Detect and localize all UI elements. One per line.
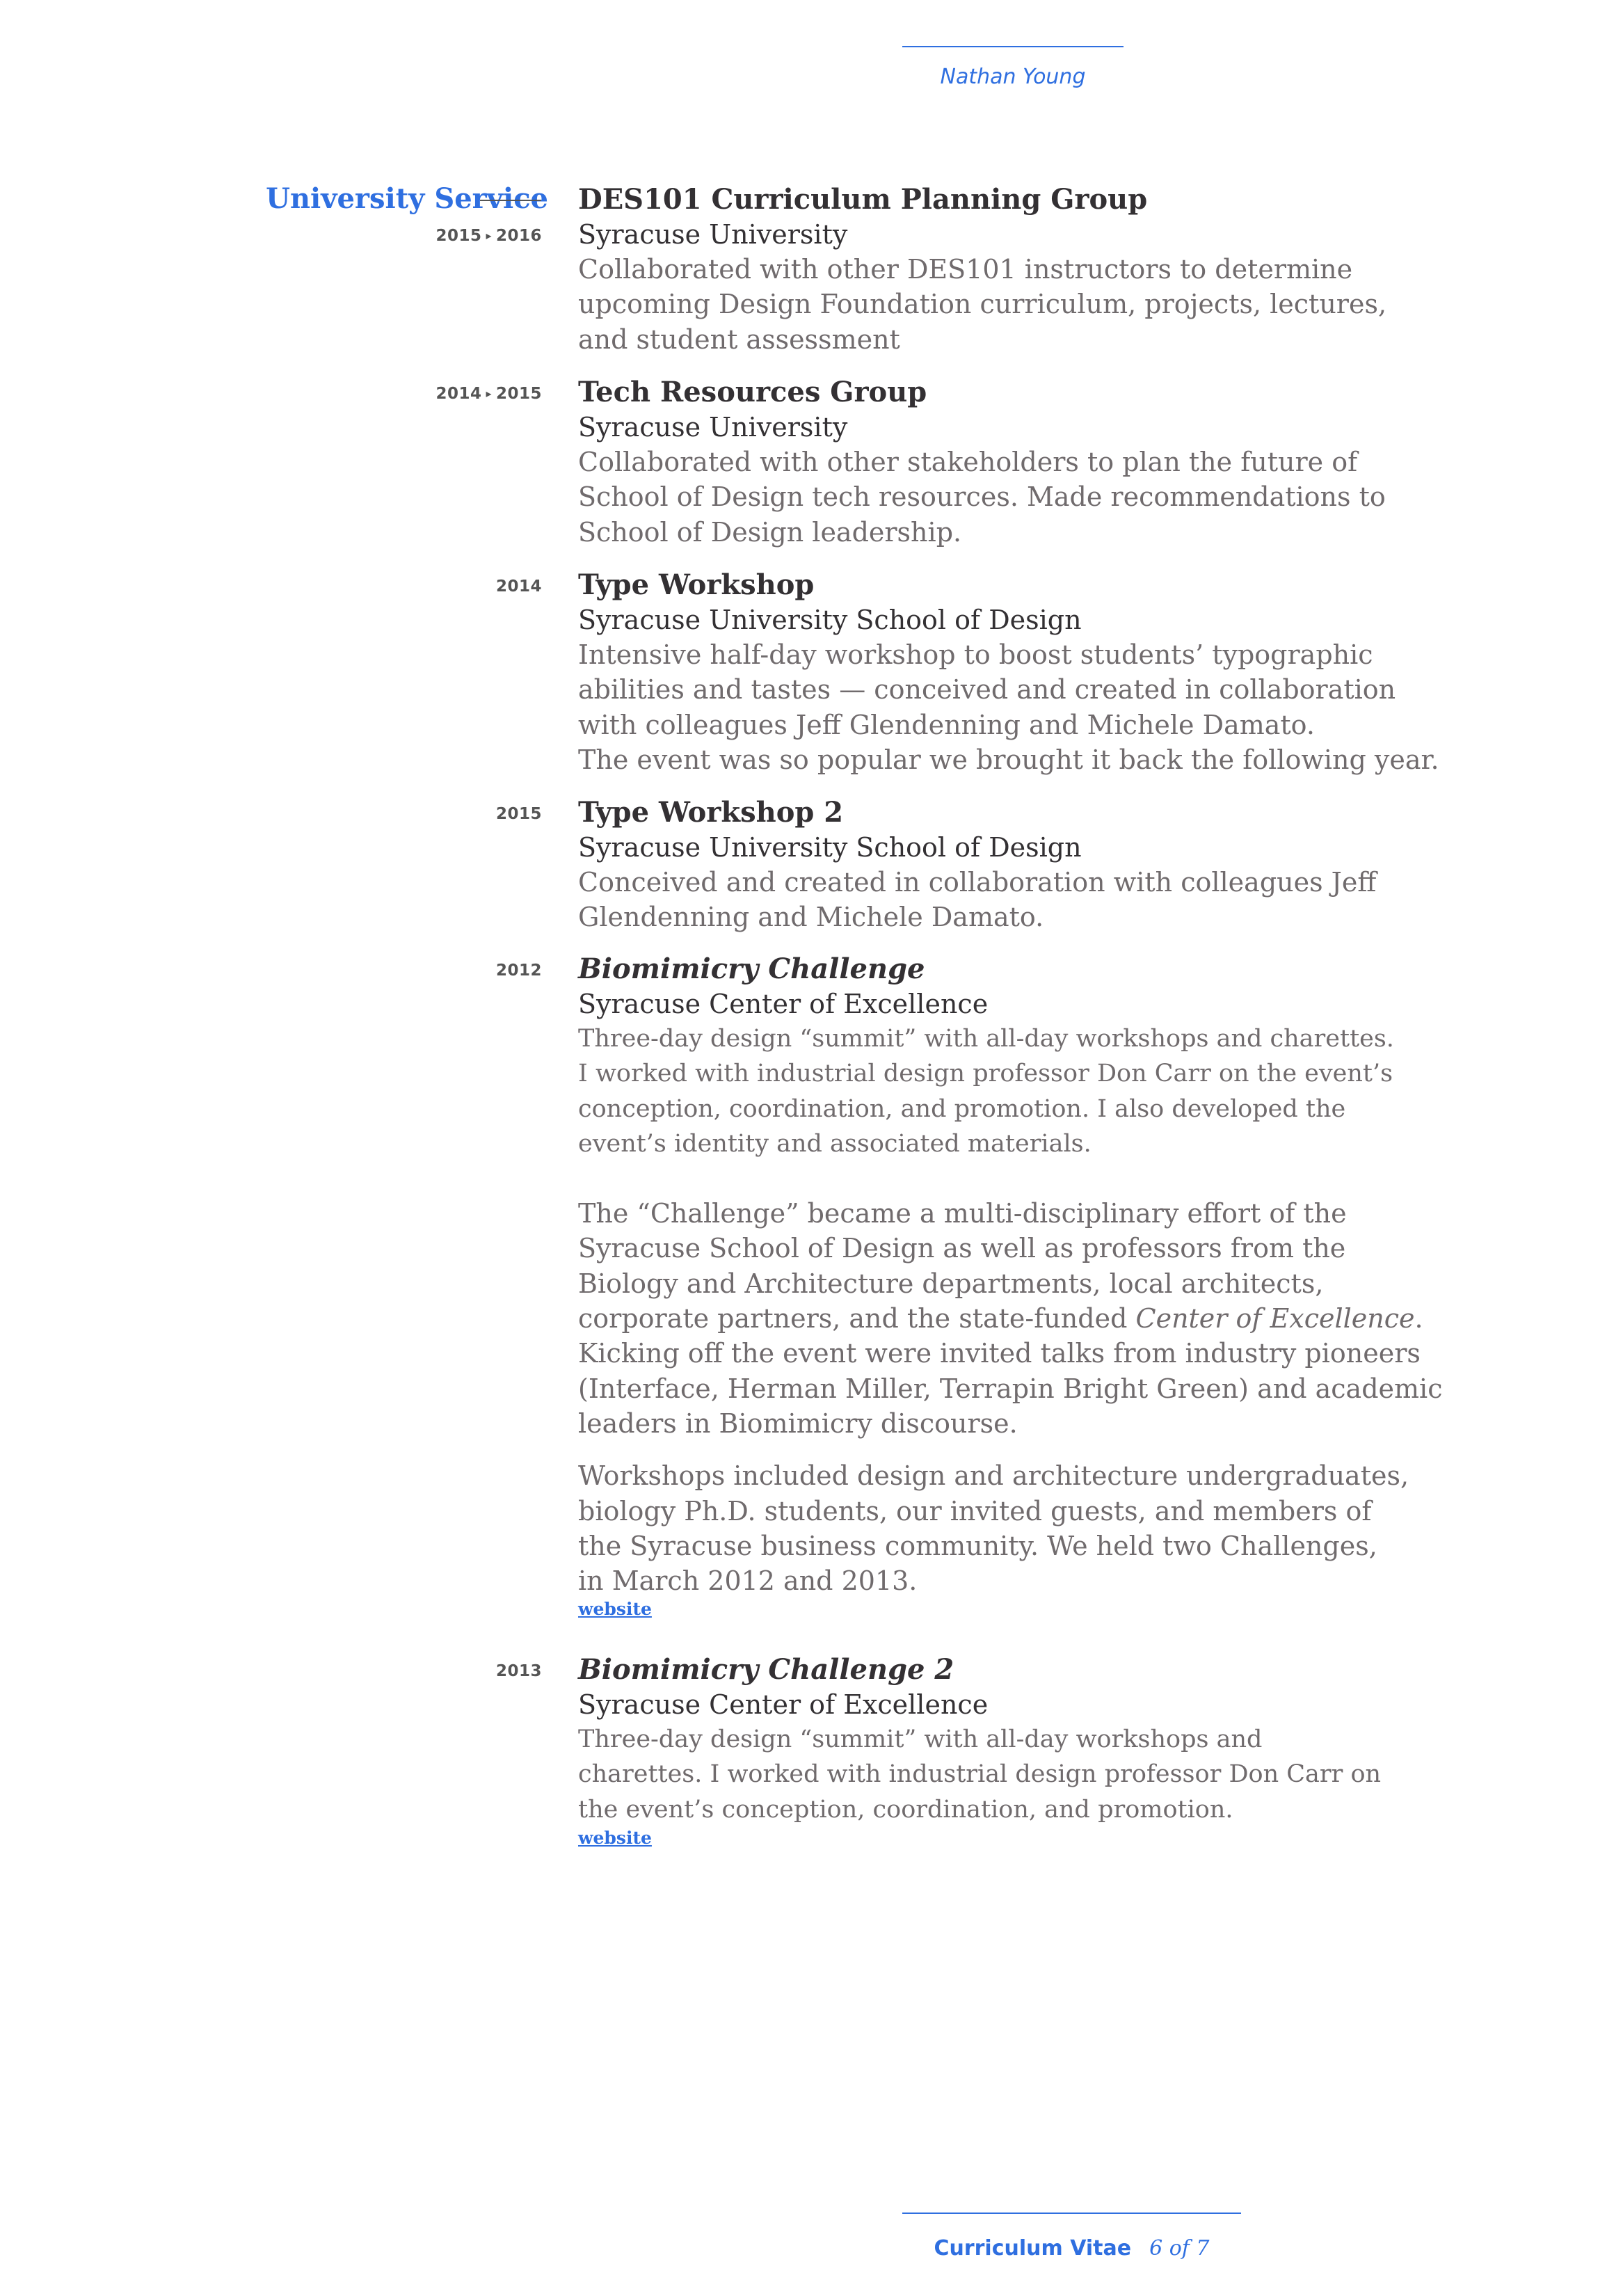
entry-biomimicry-challenge [578, 952, 1482, 1620]
entry-description: Three-day design “summit” with all-day workshops and charettes. I worked with industrial design professor Don Carr on the event’s conception, coordination, and promotion. I also developed the event’s identity and associated materials. [578, 1025, 1394, 1158]
desc-emphasis: Center of Excellence [1135, 1303, 1415, 1334]
entry-organization: Syracuse Center of Excellence [578, 989, 989, 1019]
date-separator: ▸ [486, 229, 492, 242]
desc-text: The “Challenge” became a multi-disciplinary effort of the Syracuse School of Design as well as professors from the Biology and Architecture departments, local architects, corporate partners, and the state-funded [578, 1198, 1347, 1334]
entry-organization: Syracuse Center of Excellence [578, 1689, 989, 1720]
date-start: 2015 [435, 227, 482, 245]
entry-title: Type Workshop 2 [578, 796, 844, 829]
entry-description: Conceived and created in collaboration with colleagues Jeff Glendenning and Michele Damato. [578, 867, 1377, 933]
website-link[interactable]: website [578, 1599, 652, 1620]
entry-description-2 [578, 1196, 1482, 1441]
entry-description-3: Workshops included design and architecture undergraduates, biology Ph.D. students, our invited guests, and members of the Syracuse business community. We held two Challenges, in March 2012 and 2013. [578, 1460, 1409, 1597]
entry-description: Collaborated with other DES101 instructors to determine upcoming Design Foundation curriculum, projects, lectures, and student assessment [578, 254, 1387, 355]
website-link[interactable]: website [578, 1827, 652, 1848]
entry-title: Tech Resources Group [578, 376, 927, 408]
entry-organization: Syracuse University [578, 412, 848, 443]
entry-title: Type Workshop [578, 568, 815, 601]
entry-date: 2015 [495, 805, 542, 823]
entry-date [435, 385, 542, 403]
entry-type-workshop-2 [578, 795, 1482, 935]
section-heading: University Service [266, 182, 548, 215]
entry-description: Three-day design “summit” with all-day workshops and charettes. I worked with industrial design professor Don Carr on the event’s conception, coordination, and promotion. [578, 1725, 1382, 1824]
date-separator: ▸ [486, 387, 492, 400]
header-name: Nathan Young [940, 65, 1086, 89]
entry-title: Biomimicry Challenge 2 [578, 1653, 954, 1686]
date-end: 2015 [495, 385, 542, 403]
entry-biomimicry-challenge-2 [578, 1652, 1482, 1849]
desc-text: . Kicking off the event were invited talks from industry pioneers (Interface, Herman Miller, Terrapin Bright Green) and academic leaders in Biomimicry discourse. [578, 1303, 1443, 1439]
section-rule [480, 200, 541, 201]
date-end: 2016 [495, 227, 542, 245]
entry-date: 2013 [495, 1662, 542, 1680]
entry-type-workshop [578, 568, 1482, 777]
entry-organization: Syracuse University School of Design [578, 832, 1082, 863]
entry-date: 2012 [495, 962, 542, 980]
header-rule [902, 46, 1124, 47]
footer [902, 2236, 1241, 2261]
entry-date: 2014 [495, 577, 542, 596]
entry-des101 [578, 182, 1482, 357]
page-number: 6 of 7 [1149, 2236, 1210, 2261]
entry-organization: Syracuse University [578, 219, 848, 250]
entry-description: Collaborated with other stakeholders to plan the future of School of Design tech resources. Made recommendations to School of Design leadership. [578, 447, 1386, 548]
footer-rule [902, 2213, 1241, 2214]
entry-description: Intensive half-day workshop to boost students’ typographic abilities and tastes — conceived and created in collaboration with colleagues Jeff Glendenning and Michele Damato. The event was so popular we brought it back the following year. [578, 639, 1439, 775]
entry-title: Biomimicry Challenge [578, 952, 925, 985]
entry-title: DES101 Curriculum Planning Group [578, 183, 1148, 216]
date-start: 2014 [435, 385, 482, 403]
entry-date [435, 227, 542, 245]
entry-tech-resources [578, 375, 1482, 550]
entry-organization: Syracuse University School of Design [578, 605, 1082, 635]
footer-doc-title: Curriculum Vitae [934, 2236, 1132, 2261]
